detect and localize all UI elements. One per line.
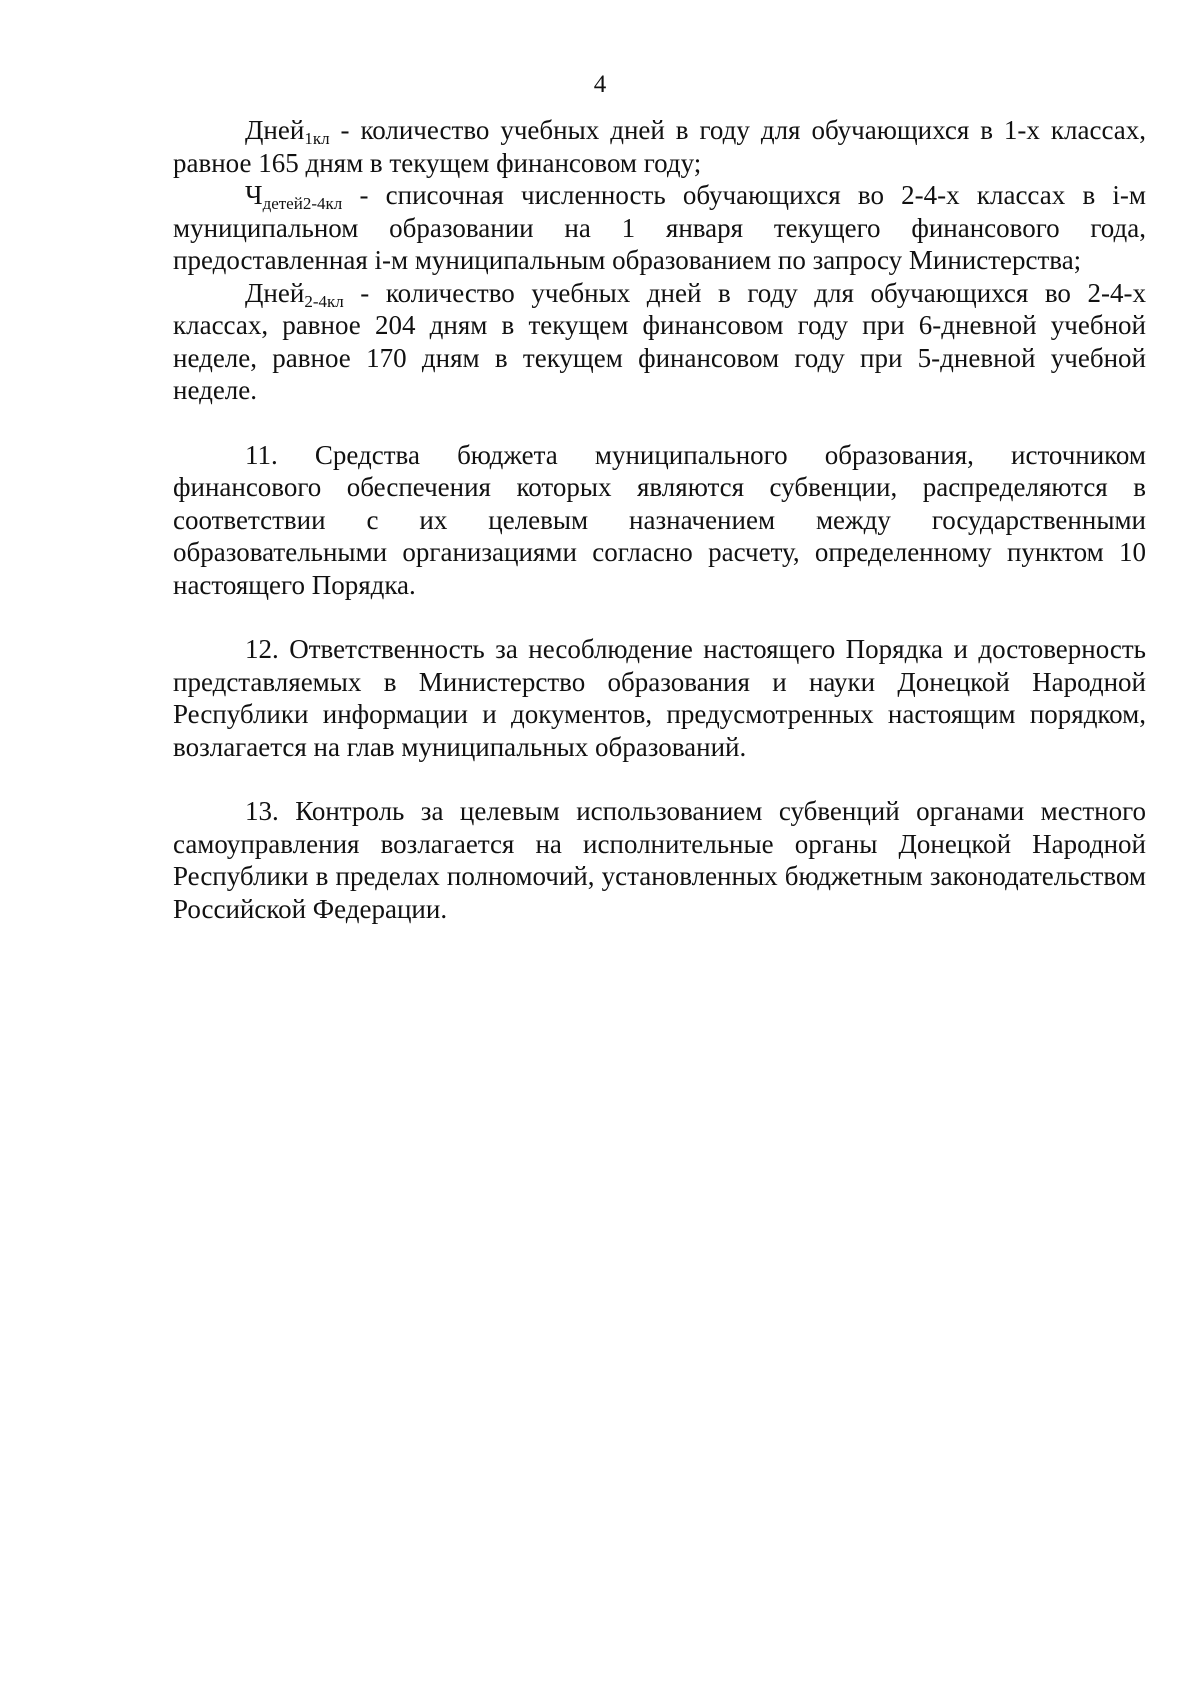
definition-subscript: 1кл — [304, 129, 330, 148]
definition-children-grades-2-4 — [173, 179, 1146, 277]
definition-days-grade-1 — [173, 114, 1146, 179]
definition-symbol: Ч — [245, 180, 263, 210]
definition-days-grades-2-4 — [173, 277, 1146, 407]
section-13: 13. Контроль за целевым использованием субвенций органами местного самоуправления возлагается на исполнительные органы Донецкой Народной Республики в пределах полномочий, установленных бюджетным законодательством Российской Федерации. — [173, 796, 1146, 924]
definition-subscript: 2-4кл — [304, 291, 344, 311]
definition-text: - списочная численность обучающихся во 2-4-х классах в i-м муниципальном образовании на 1 января текущего финансового года, предоставленная i-м муниципальным образованием по запросу Министерства; — [173, 180, 1146, 275]
definition-symbol: Дней — [245, 277, 305, 308]
definition-text: - количество учебных дней в году для обучающихся во 2-4-х классах, равное 204 дням в текущем финансовом году при 6-дневной учебной неделе, равное 170 дням в текущем финансовом году при 5-дневной учебной неделе. — [173, 277, 1146, 405]
section-12: 12. Ответственность за несоблюдение настоящего Порядка и достоверность представляемых в Министерство образования и науки Донецкой Народной Республики информации и документов, предусмотренных настоящим порядком, возлагается на глав муниципальных образований. — [173, 634, 1146, 762]
page-number: 4 — [593, 71, 607, 98]
definition-text: - количество учебных дней в году для обучающихся в 1-х классах, равное 165 дням в текущем финансовом году; — [173, 115, 1146, 178]
definition-symbol: Дней — [245, 115, 305, 145]
document-body — [173, 114, 1146, 925]
section-11: 11. Средства бюджета муниципального образования, источником финансового обеспечения которых являются субвенции, распределяются в соответствии с их целевым назначением между государственными образовательными организациями согласно расчету, определенному пунктом 10 настоящего Порядка. — [173, 439, 1146, 600]
definition-subscript: детей2-4кл — [262, 194, 343, 213]
